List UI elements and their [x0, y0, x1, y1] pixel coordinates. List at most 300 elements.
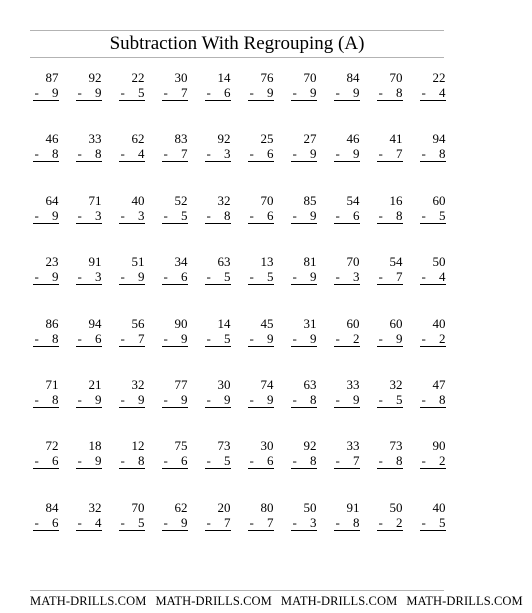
subtrahend: 8 — [310, 453, 317, 469]
subtraction-problem — [239, 131, 282, 192]
minuend: 86 — [45, 315, 59, 331]
subtraction-problem — [239, 438, 282, 499]
subtrahend: 6 — [181, 269, 188, 285]
subtraction-problem — [411, 500, 454, 561]
problem-row — [24, 254, 454, 315]
subtraction-problem — [282, 254, 325, 315]
subtrahend: 4 — [138, 146, 145, 162]
subtraction-problem — [368, 254, 411, 315]
minus-sign: - — [249, 269, 254, 285]
minuend: 51 — [131, 254, 145, 270]
subtrahend: 8 — [138, 453, 145, 469]
subtrahend-line — [334, 453, 360, 469]
subtrahend: 3 — [138, 207, 145, 223]
problem-stack — [205, 438, 231, 469]
subtrahend: 9 — [181, 330, 188, 346]
minus-sign: - — [77, 330, 82, 346]
minuend: 70 — [389, 70, 403, 85]
minus-sign: - — [421, 146, 426, 162]
minuend: 81 — [303, 254, 317, 270]
subtrahend-line — [162, 146, 188, 162]
subtrahend: 3 — [353, 269, 360, 285]
subtraction-problem — [411, 70, 454, 131]
problem-stack — [377, 377, 403, 408]
problem-stack — [76, 500, 102, 531]
subtrahend-line — [162, 85, 188, 101]
minus-sign: - — [163, 269, 168, 285]
problem-stack — [334, 438, 360, 469]
problem-stack — [291, 500, 317, 531]
minuend: 91 — [88, 254, 102, 270]
problem-stack — [420, 193, 446, 224]
minuend: 70 — [303, 70, 317, 85]
subtraction-problem — [153, 377, 196, 438]
subtraction-problem — [196, 193, 239, 254]
subtraction-problem — [239, 377, 282, 438]
subtrahend-line — [334, 269, 360, 285]
subtrahend-line — [33, 453, 59, 469]
subtrahend-line — [205, 85, 231, 101]
subtrahend: 7 — [396, 269, 403, 285]
subtrahend: 8 — [310, 391, 317, 407]
problem-stack — [33, 131, 59, 162]
problem-stack — [205, 254, 231, 285]
subtrahend: 7 — [353, 453, 360, 469]
minuend: 40 — [432, 315, 446, 331]
subtrahend: 9 — [138, 391, 145, 407]
problem-stack — [119, 131, 145, 162]
subtraction-problem — [24, 438, 67, 499]
minus-sign: - — [34, 269, 39, 285]
subtrahend: 9 — [267, 85, 274, 100]
minus-sign: - — [378, 146, 383, 162]
minus-sign: - — [163, 514, 168, 530]
subtrahend-line — [334, 208, 360, 224]
subtraction-problem — [325, 254, 368, 315]
subtrahend-line — [119, 392, 145, 408]
problem-stack — [33, 254, 59, 285]
problem-stack — [33, 70, 59, 101]
subtraction-problem — [24, 377, 67, 438]
minuend: 54 — [346, 192, 360, 208]
minuend: 33 — [88, 131, 102, 147]
subtraction-problem — [196, 438, 239, 499]
minus-sign: - — [163, 330, 168, 346]
subtraction-problem — [196, 70, 239, 131]
subtrahend: 7 — [138, 330, 145, 346]
problem-stack — [162, 131, 188, 162]
subtrahend-line — [162, 269, 188, 285]
subtrahend: 7 — [267, 514, 274, 530]
minuend: 41 — [389, 131, 403, 147]
problem-row — [24, 131, 454, 192]
subtrahend-line — [119, 331, 145, 347]
problem-stack — [248, 131, 274, 162]
minuend: 71 — [45, 376, 59, 392]
minuend: 76 — [260, 70, 274, 85]
minus-sign: - — [249, 85, 254, 100]
subtrahend-line — [33, 146, 59, 162]
subtrahend-line — [119, 515, 145, 531]
minuend: 12 — [131, 438, 145, 454]
subtrahend-line — [76, 85, 102, 101]
subtraction-problem — [153, 193, 196, 254]
minuend: 75 — [174, 438, 188, 454]
subtrahend: 8 — [353, 514, 360, 530]
subtraction-problem — [67, 131, 110, 192]
subtrahend-line — [420, 515, 446, 531]
subtrahend: 7 — [224, 514, 231, 530]
subtraction-problem — [368, 316, 411, 377]
subtrahend: 9 — [353, 391, 360, 407]
subtraction-problem — [110, 254, 153, 315]
subtraction-problem — [368, 193, 411, 254]
subtrahend-line — [248, 269, 274, 285]
subtrahend-line — [377, 453, 403, 469]
problem-stack — [248, 70, 274, 101]
subtraction-problem — [24, 131, 67, 192]
minus-sign: - — [77, 207, 82, 223]
subtraction-problem — [325, 193, 368, 254]
problem-stack — [162, 193, 188, 224]
subtraction-problem — [110, 438, 153, 499]
subtraction-problem — [239, 70, 282, 131]
problem-stack — [377, 438, 403, 469]
subtraction-problem — [411, 131, 454, 192]
subtrahend: 9 — [353, 146, 360, 162]
subtrahend: 9 — [181, 514, 188, 530]
subtraction-problem — [67, 254, 110, 315]
subtraction-problem — [411, 254, 454, 315]
subtraction-problem — [411, 438, 454, 499]
minuend: 94 — [88, 315, 102, 331]
problem-stack — [334, 254, 360, 285]
minuend: 50 — [303, 499, 317, 515]
subtrahend-line — [377, 146, 403, 162]
minus-sign: - — [335, 453, 340, 469]
subtrahend-line — [76, 269, 102, 285]
minus-sign: - — [206, 146, 211, 162]
minus-sign: - — [120, 330, 125, 346]
subtraction-problem — [196, 254, 239, 315]
subtraction-problem — [67, 316, 110, 377]
problem-stack — [377, 316, 403, 347]
subtraction-problem — [196, 500, 239, 561]
subtrahend: 8 — [439, 391, 446, 407]
minus-sign: - — [206, 207, 211, 223]
subtrahend: 5 — [439, 514, 446, 530]
subtraction-problem — [67, 193, 110, 254]
minus-sign: - — [378, 330, 383, 346]
minus-sign: - — [335, 85, 340, 100]
subtrahend: 2 — [353, 330, 360, 346]
subtrahend-line — [420, 146, 446, 162]
subtrahend-line — [248, 331, 274, 347]
subtrahend-line — [334, 392, 360, 408]
minuend: 92 — [217, 131, 231, 147]
minus-sign: - — [163, 453, 168, 469]
problem-row — [24, 70, 454, 131]
subtrahend-line — [162, 392, 188, 408]
subtrahend: 6 — [267, 207, 274, 223]
minus-sign: - — [163, 391, 168, 407]
minus-sign: - — [292, 146, 297, 162]
subtrahend-line — [291, 515, 317, 531]
minus-sign: - — [206, 85, 211, 100]
subtraction-problem — [368, 438, 411, 499]
subtraction-problem — [196, 316, 239, 377]
subtraction-problem — [24, 70, 67, 131]
subtrahend-line — [205, 146, 231, 162]
minuend: 84 — [346, 70, 360, 85]
problem-stack — [205, 377, 231, 408]
footer-rule — [30, 590, 444, 591]
subtrahend: 5 — [138, 514, 145, 530]
subtraction-problem — [411, 316, 454, 377]
minuend: 74 — [260, 376, 274, 392]
minuend: 25 — [260, 131, 274, 147]
subtrahend-line — [377, 85, 403, 101]
problem-stack — [205, 131, 231, 162]
minus-sign: - — [249, 391, 254, 407]
minuend: 87 — [45, 70, 59, 85]
subtrahend-line — [33, 208, 59, 224]
minus-sign: - — [378, 85, 383, 100]
minus-sign: - — [120, 85, 125, 100]
minus-sign: - — [206, 514, 211, 530]
subtrahend: 9 — [310, 146, 317, 162]
subtrahend-line — [377, 208, 403, 224]
minus-sign: - — [77, 391, 82, 407]
subtrahend: 8 — [52, 391, 59, 407]
minuend: 62 — [174, 499, 188, 515]
subtrahend: 3 — [310, 514, 317, 530]
subtrahend-line — [33, 85, 59, 101]
minus-sign: - — [34, 330, 39, 346]
problem-stack — [377, 500, 403, 531]
subtraction-problem — [282, 316, 325, 377]
minuend: 46 — [346, 131, 360, 147]
subtrahend-line — [205, 269, 231, 285]
subtrahend: 7 — [181, 146, 188, 162]
minuend: 30 — [174, 70, 188, 85]
problem-stack — [291, 438, 317, 469]
minus-sign: - — [34, 146, 39, 162]
minuend: 32 — [389, 376, 403, 392]
subtraction-problem — [368, 70, 411, 131]
problem-stack — [334, 500, 360, 531]
problem-stack — [334, 70, 360, 101]
problem-row — [24, 316, 454, 377]
minuend: 32 — [88, 499, 102, 515]
subtraction-problem — [153, 254, 196, 315]
problem-stack — [377, 254, 403, 285]
subtrahend-line — [162, 453, 188, 469]
subtraction-problem — [24, 500, 67, 561]
minus-sign: - — [421, 85, 426, 100]
problem-stack — [291, 254, 317, 285]
problem-stack — [248, 438, 274, 469]
problem-stack — [119, 500, 145, 531]
subtraction-problem — [325, 377, 368, 438]
problem-stack — [162, 377, 188, 408]
minuend: 60 — [432, 192, 446, 208]
subtraction-problem — [110, 316, 153, 377]
minuend: 40 — [131, 192, 145, 208]
problem-stack — [205, 316, 231, 347]
problem-stack — [119, 316, 145, 347]
subtrahend-line — [248, 85, 274, 101]
problem-row — [24, 377, 454, 438]
problem-row — [24, 193, 454, 254]
subtrahend-line — [205, 453, 231, 469]
subtrahend-line — [420, 208, 446, 224]
minuend: 45 — [260, 315, 274, 331]
subtrahend-line — [291, 208, 317, 224]
minuend: 83 — [174, 131, 188, 147]
problem-stack — [377, 131, 403, 162]
minus-sign: - — [120, 269, 125, 285]
problem-stack — [76, 377, 102, 408]
minuend: 85 — [303, 192, 317, 208]
subtrahend: 6 — [353, 207, 360, 223]
subtraction-problem — [368, 377, 411, 438]
subtrahend-line — [420, 331, 446, 347]
subtraction-problem — [282, 70, 325, 131]
problem-stack — [248, 377, 274, 408]
subtrahend: 5 — [439, 207, 446, 223]
subtraction-problem — [325, 438, 368, 499]
subtrahend-line — [420, 392, 446, 408]
subtraction-problem — [110, 193, 153, 254]
subtrahend-line — [377, 269, 403, 285]
subtraction-problem — [411, 193, 454, 254]
minus-sign: - — [34, 453, 39, 469]
minuend: 72 — [45, 438, 59, 454]
problem-stack — [76, 316, 102, 347]
subtraction-problem — [282, 500, 325, 561]
minuend: 70 — [260, 192, 274, 208]
problem-stack — [119, 254, 145, 285]
minus-sign: - — [120, 207, 125, 223]
minuend: 30 — [260, 438, 274, 454]
subtrahend: 8 — [95, 146, 102, 162]
minuend: 33 — [346, 376, 360, 392]
problem-stack — [291, 377, 317, 408]
subtrahend: 9 — [95, 391, 102, 407]
subtrahend-line — [76, 515, 102, 531]
subtraction-problem — [153, 131, 196, 192]
problem-stack — [162, 316, 188, 347]
minuend: 92 — [88, 70, 102, 85]
subtrahend: 6 — [181, 453, 188, 469]
minus-sign: - — [77, 146, 82, 162]
minus-sign: - — [378, 391, 383, 407]
subtraction-problem — [67, 70, 110, 131]
title-underline — [30, 57, 444, 58]
minuend: 70 — [131, 499, 145, 515]
subtrahend: 9 — [310, 207, 317, 223]
subtrahend-line — [377, 331, 403, 347]
subtrahend: 5 — [138, 85, 145, 100]
minuend: 22 — [432, 70, 446, 85]
subtrahend: 5 — [224, 453, 231, 469]
subtraction-problem — [325, 70, 368, 131]
subtraction-problem — [411, 377, 454, 438]
minus-sign: - — [292, 514, 297, 530]
subtrahend-line — [334, 331, 360, 347]
subtrahend-line — [162, 331, 188, 347]
problem-stack — [162, 70, 188, 101]
footer-label: MATH-DRILLS.COM — [30, 594, 147, 608]
subtrahend: 6 — [52, 514, 59, 530]
subtrahend: 9 — [95, 85, 102, 100]
problem-stack — [33, 316, 59, 347]
minuend: 20 — [217, 499, 231, 515]
problem-stack — [420, 438, 446, 469]
subtrahend-line — [33, 515, 59, 531]
minus-sign: - — [77, 85, 82, 100]
minuend: 33 — [346, 438, 360, 454]
subtraction-problem — [325, 500, 368, 561]
minuend: 54 — [389, 254, 403, 270]
subtraction-problem — [67, 438, 110, 499]
problem-stack — [119, 70, 145, 101]
problem-stack — [119, 377, 145, 408]
minuend: 14 — [217, 70, 231, 85]
minus-sign: - — [292, 207, 297, 223]
subtrahend-line — [205, 208, 231, 224]
problem-stack — [76, 438, 102, 469]
subtrahend-line — [334, 146, 360, 162]
subtrahend-line — [334, 515, 360, 531]
subtrahend: 9 — [310, 330, 317, 346]
minus-sign: - — [421, 269, 426, 285]
problem-stack — [119, 438, 145, 469]
subtrahend: 7 — [396, 146, 403, 162]
minus-sign: - — [421, 330, 426, 346]
minus-sign: - — [249, 514, 254, 530]
minuend: 23 — [45, 254, 59, 270]
subtrahend: 8 — [396, 85, 403, 100]
minus-sign: - — [249, 330, 254, 346]
minuend: 30 — [217, 376, 231, 392]
subtraction-problem — [239, 254, 282, 315]
problem-stack — [248, 254, 274, 285]
subtrahend: 8 — [52, 330, 59, 346]
problem-stack — [334, 316, 360, 347]
minus-sign: - — [206, 330, 211, 346]
problem-stack — [162, 254, 188, 285]
problem-stack — [162, 500, 188, 531]
subtrahend: 3 — [95, 207, 102, 223]
subtrahend-line — [205, 331, 231, 347]
subtrahend: 3 — [224, 146, 231, 162]
subtrahend-line — [291, 146, 317, 162]
subtrahend-line — [119, 85, 145, 101]
minuend: 14 — [217, 315, 231, 331]
subtrahend: 5 — [181, 207, 188, 223]
subtrahend: 6 — [95, 330, 102, 346]
minuend: 71 — [88, 192, 102, 208]
problem-stack — [33, 193, 59, 224]
minus-sign: - — [292, 269, 297, 285]
subtrahend-line — [377, 392, 403, 408]
subtraction-problem — [325, 316, 368, 377]
subtrahend-line — [205, 515, 231, 531]
minus-sign: - — [206, 453, 211, 469]
minus-sign: - — [249, 146, 254, 162]
